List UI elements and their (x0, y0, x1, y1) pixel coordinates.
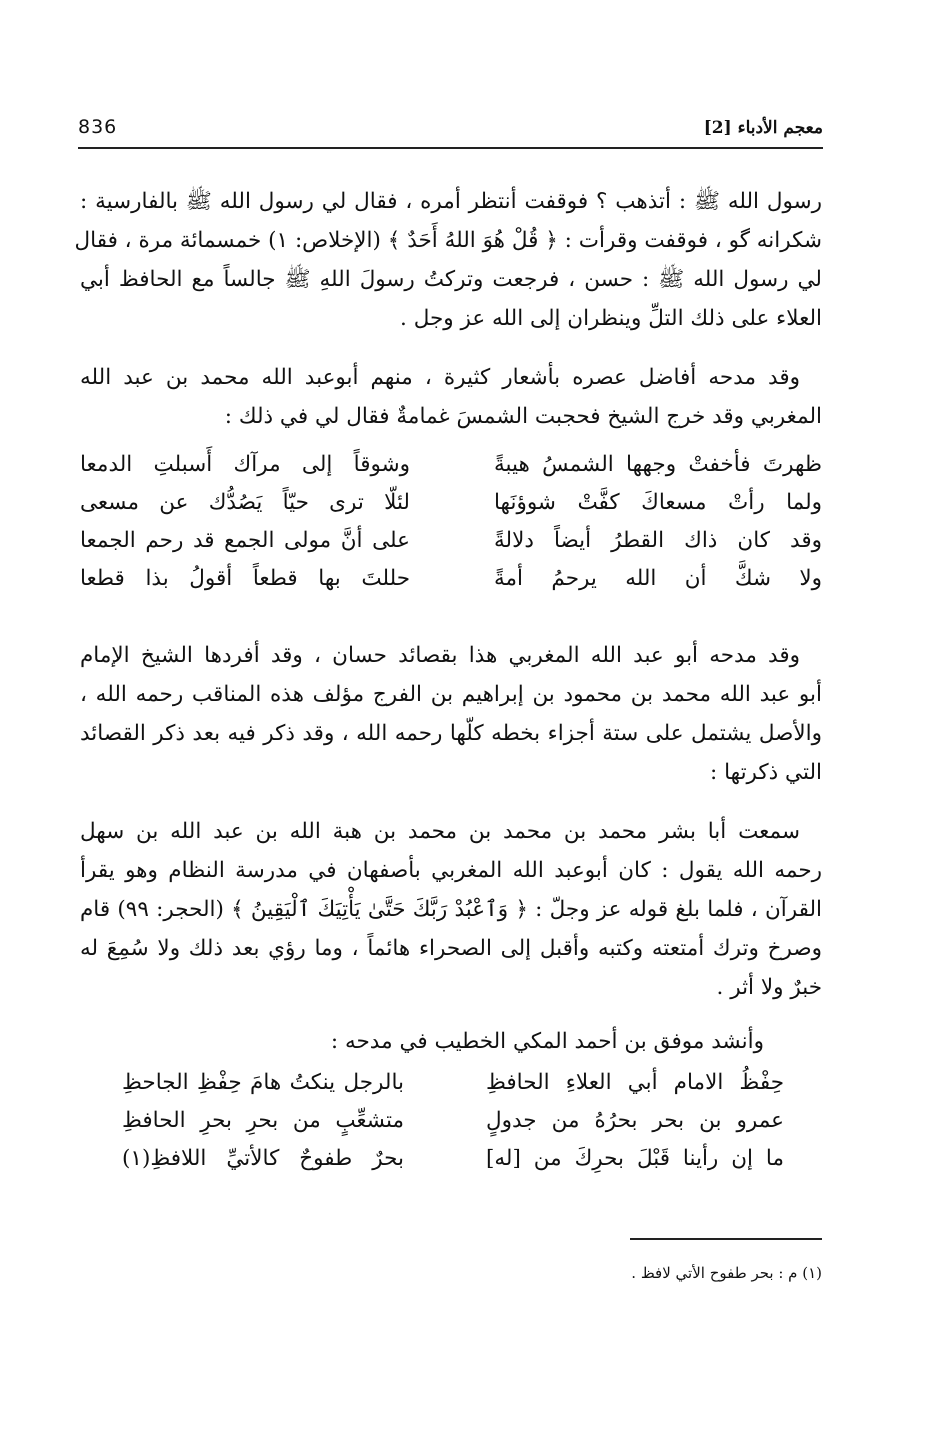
verse-hemistich-right: وقد كان ذاك القطرُ أيضاً دلالةً (494, 528, 822, 553)
verse-hemistich-right: ولا شكَّ أن الله يرحمُ أمةً (494, 566, 822, 591)
verse (80, 446, 822, 484)
verse-hemistich-left: وشوقاً إلى مرآك أَسبلتِ الدمعا (80, 452, 410, 477)
verse (80, 560, 822, 598)
footnote: (١) م : بحر طفوح الأتي لافظ . (631, 1264, 822, 1282)
text-line: خبرٌ ولا أثر . (716, 975, 822, 1000)
text-line: وقد مدحه أفاضل عصره بأشعار كثيرة ، منهم أبوعبد الله محمد بن عبد الله (80, 365, 800, 390)
text-line: وأنشد موفق بن أحمد المكي الخطيب في مدحه : (330, 1029, 764, 1054)
running-title: معجم الأدباء [2] (703, 118, 823, 138)
header-rule (78, 147, 823, 149)
text-line: أبو عبد الله محمد بن محمود بن إبراهيم بن الفرج مؤلف هذه المناقب رحمه الله ، (80, 682, 822, 707)
verse-hemistich-left: لئلّا ترى حيّاً يَصُدُّك عن مسعى (80, 490, 410, 515)
poem-2 (80, 1064, 822, 1178)
poem-1 (80, 446, 822, 598)
verse-hemistich-left: بالرجل ينكتُ هامَ حِفْظِ الجاحظِ (122, 1070, 404, 1095)
text-line: وقد مدحه أبو عبد الله المغربي هذا بقصائد حسان ، وقد أفردها الشيخ الإمام (80, 643, 800, 668)
text-line: وصرخ وترك أمتعته وكتبه وأقبل إلى الصحراء هائماً ، وما رؤي بعد ذلك ولا سُمِعَ له (80, 936, 822, 961)
text-line: والأصل يشتمل على ستة أجزاء بخطه كلّها رحمه الله ، وقد ذكر فيه بعد ذكر القصائد (80, 721, 822, 746)
verse (80, 1140, 822, 1178)
text-line: رسول الله ﷺ : أتذهب ؟ فوقفت أنتظر أمره ، فقال لي رسول الله ﷺ بالفارسية : (80, 189, 822, 214)
text-line: المغربي وقد خرج الشيخ فحجبت الشمسَ غمامةٌ فقال لي في ذلك : (224, 404, 822, 429)
text-line: التي ذكرتها : (710, 760, 822, 785)
verse-hemistich-left: على أنَّ مولى الجمع قد رحم الجمعا (80, 528, 410, 553)
verse-hemistich-left: متشعِّبٍ من بحرِ بحرِ الحافظِ (122, 1108, 404, 1133)
page-header (78, 112, 823, 148)
verse (80, 484, 822, 522)
paragraph-5 (80, 1022, 822, 1061)
text-line: العلاء على ذلك التلِّ وينظران إلى الله عز وجل . (400, 306, 822, 331)
text-line: شكرانه گو ، فوقفت وقرأت : ﴿ قُلْ هُوَ اللهُ أَحَدٌ ﴾ (الإخلاص: ١) خمسمائة مرة ، فقال (74, 228, 822, 253)
verse-hemistich-right: حِفْظُ الامام أبي العلاءِ الحافظِ (486, 1070, 784, 1095)
verse (80, 1102, 822, 1140)
paragraph-4 (80, 812, 822, 1007)
paragraph-2 (80, 358, 822, 436)
footnote-rule (630, 1238, 822, 1240)
verse-hemistich-right: ولما رأتْ مسعاكَ كفَّتْ شوؤنَها (494, 490, 822, 515)
verse-hemistich-right: عمرو بن بحر بحرُهُ من جدولٍ (486, 1108, 784, 1133)
text-line: رحمه الله يقول : كان أبوعبد الله المغربي بأصفهان في مدرسة النظام وهو يقرأ (80, 858, 822, 883)
verse-hemistich-left: حللتَ بها قطعاً أقولُ بذا قطعا (80, 566, 410, 591)
paragraph-3 (80, 636, 822, 792)
verse (80, 522, 822, 560)
verse-hemistich-right: ظهرتَ فأخفتْ وجهها الشمسُ هيبةً (494, 452, 822, 477)
verse-hemistich-left: بحرٌ طفوحٌ كالأتيِّ اللافظِ(١) (122, 1146, 404, 1171)
paragraph-1 (74, 182, 822, 338)
text-line: القرآن ، فلما بلغ قوله عز وجلّ : ﴿ وَٱعْبُدْ رَبَّكَ حَتَّىٰ يَأْتِيَكَ ٱلْيَقِينُ ﴾ (الحجر: ٩٩) قام (80, 897, 822, 922)
page-number: 836 (78, 116, 118, 138)
verse-hemistich-right: ما إن رأينا قَبْلَ بحرِكَ من [له] (486, 1146, 784, 1171)
text-line: سمعت أبا بشر محمد بن محمد بن محمد بن هبة الله بن عبد الله بن سهل (80, 819, 800, 844)
verse (80, 1064, 822, 1102)
text-line: لي رسول الله ﷺ : حسن ، فرجعت وتركتُ رسولَ اللهِ ﷺ جالساً مع الحافظ أبي (80, 267, 822, 292)
